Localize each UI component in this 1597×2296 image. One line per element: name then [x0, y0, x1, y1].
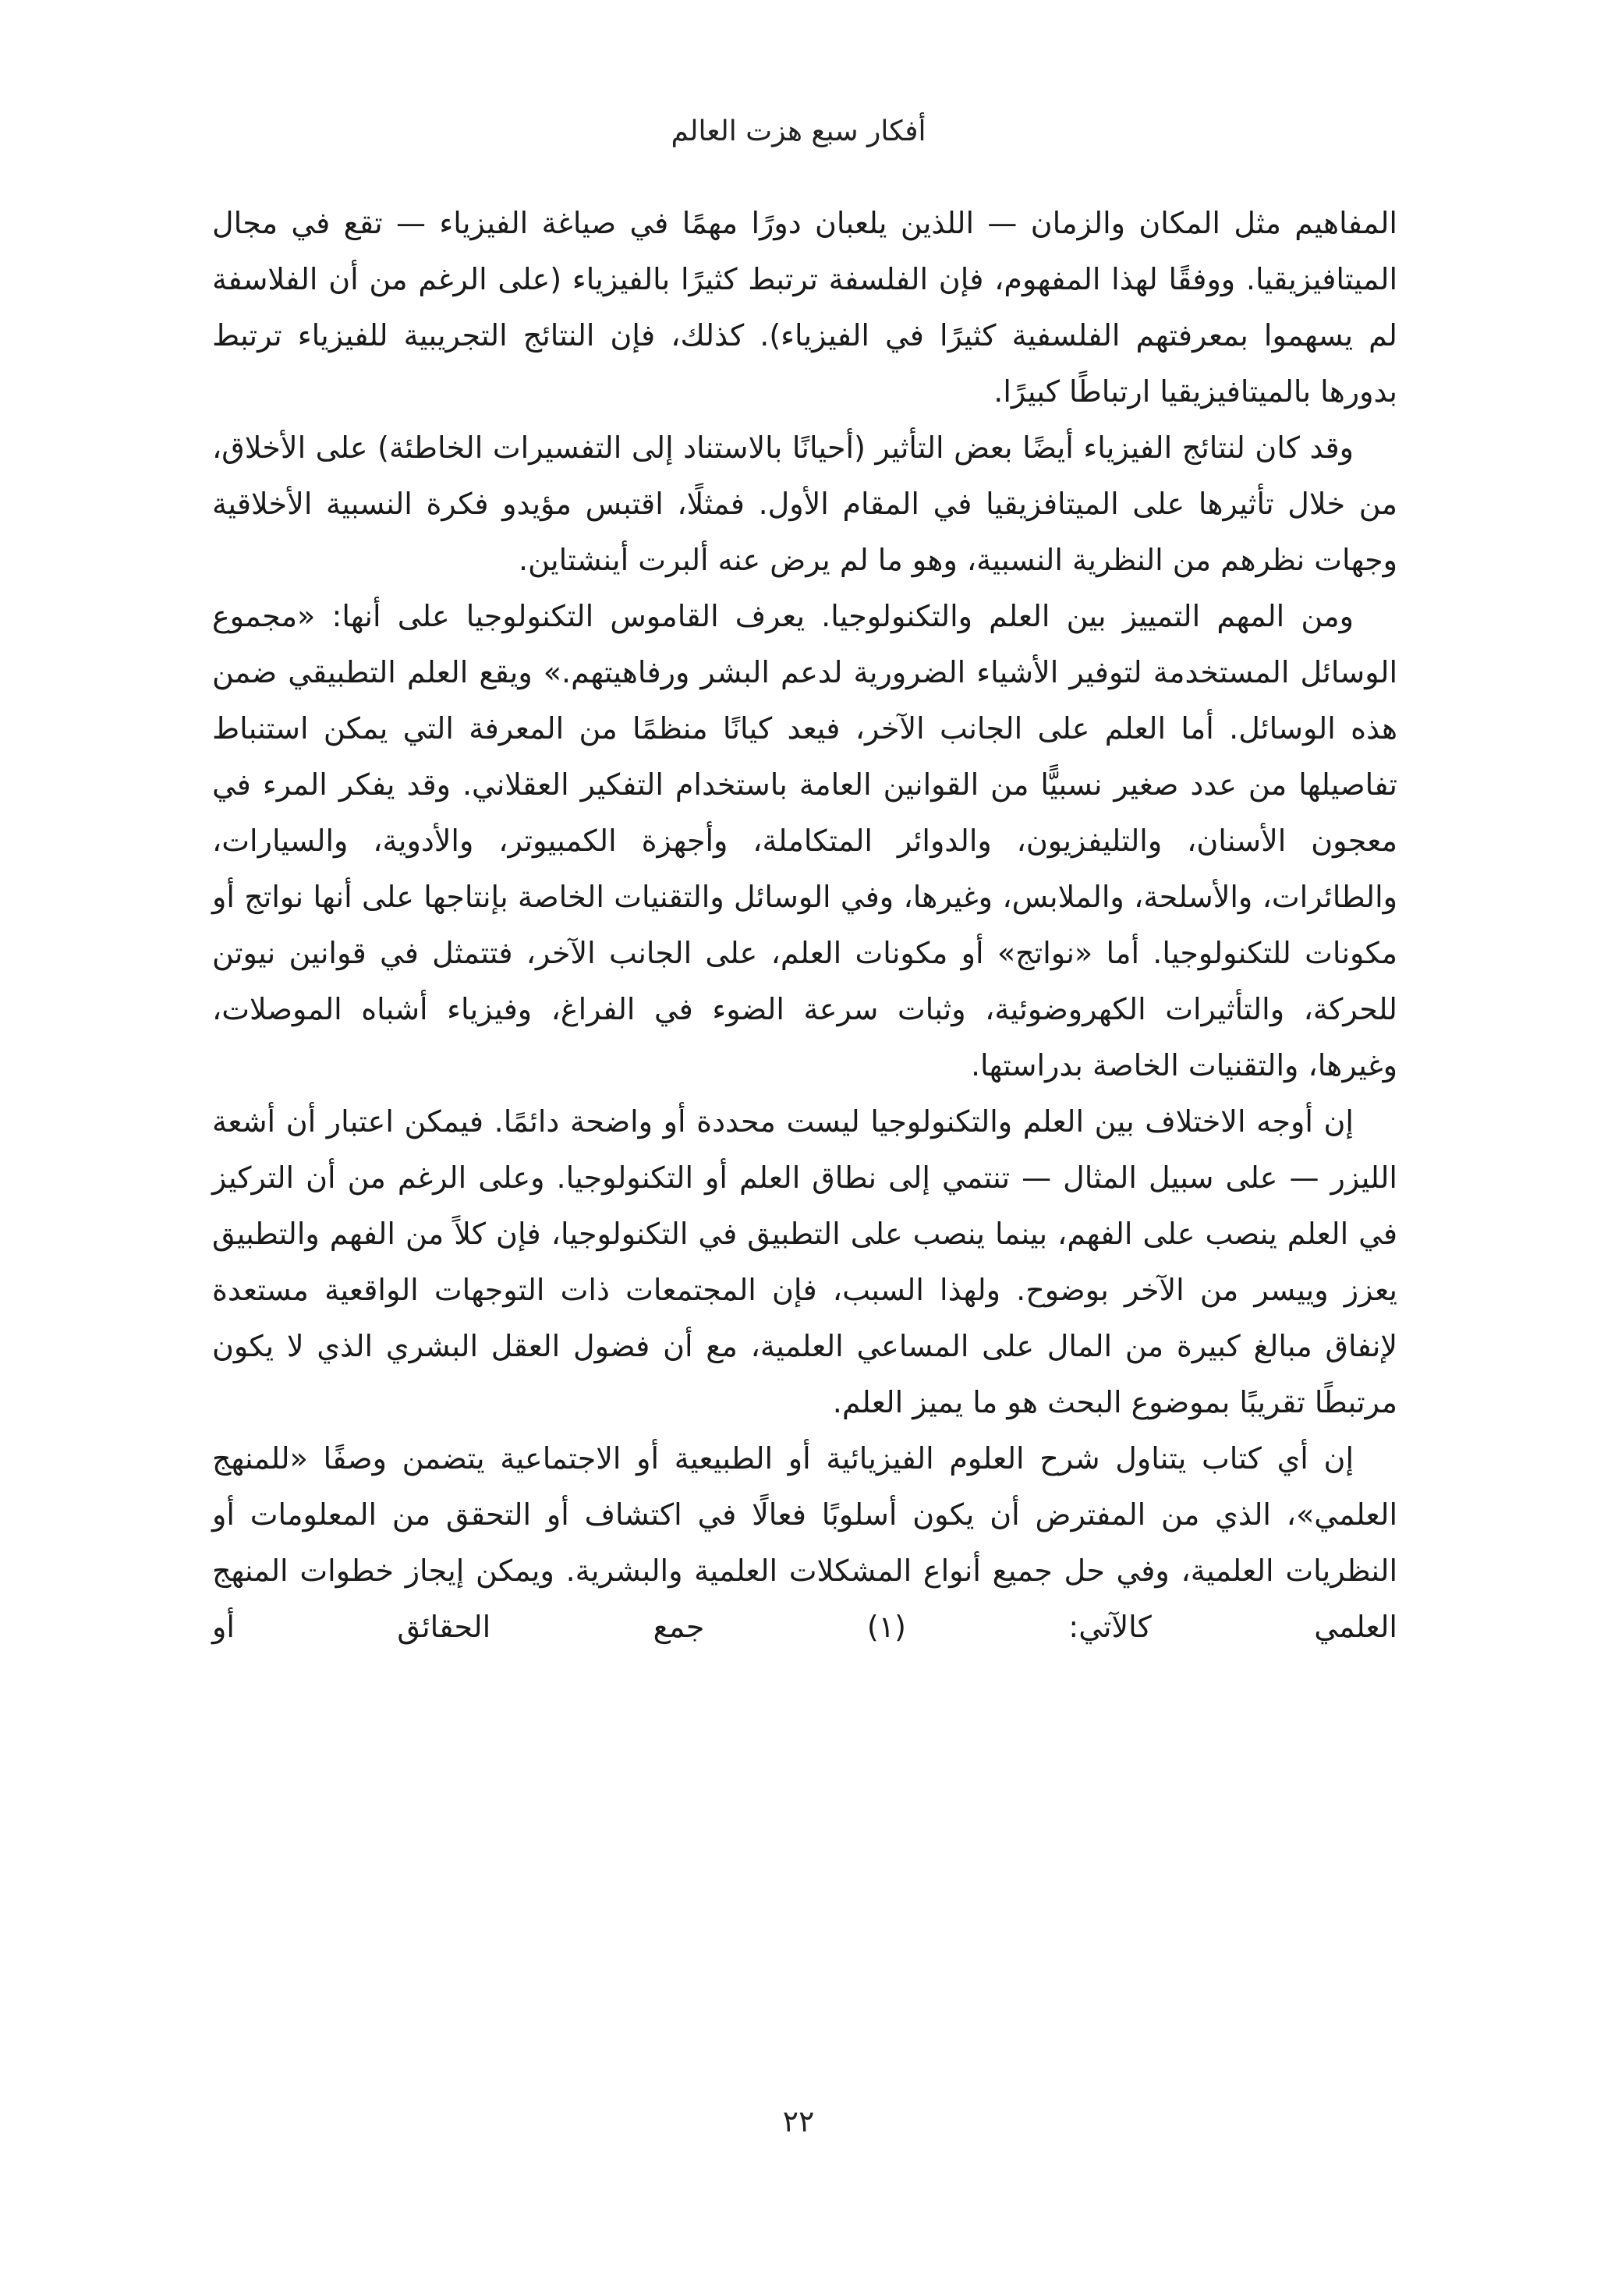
paragraph-3: ومن المهم التمييز بين العلم والتكنولوجيا. يعرف القاموس التكنولوجيا على أنها: «مجموع الوسائل المستخدمة لتوفير الأشياء الضرورية لدعم البشر ورفاهيتهم.» ويقع العلم التطبيقي ضمن هذه الوسائل. أما العلم على الجانب الآخر، فيعد كيانًا منظمًا من المعرفة التي يمكن استنباط تفاصيلها من عدد صغير نسبيًّا من القوانين العامة باستخدام التفكير العقلاني. وقد يفكر المرء في معجون الأسنان، والتليفزيون، والدوائر المتكاملة، وأجهزة الكمبيوتر، والأدوية، والسيارات، والطائرات، والأسلحة، والملابس، وغيرها، وفي الوسائل والتقنيات الخاصة بإنتاجها على أنها نواتج أو مكونات للتكنولوجيا. أما «نواتج» أو مكونات العلم، على الجانب الآخر، فتتمثل في قوانين نيوتن للحركة، والتأثيرات الكهروضوئية، وثبات سرعة الضوء في الفراغ، وفيزياء أشباه الموصلات، وغيرها، والتقنيات الخاصة بدراستها.	[212, 599, 1397, 1082]
running-header-title: أفكار سبع هزت العالم	[671, 115, 926, 147]
page-number: ٢٢	[782, 2104, 815, 2138]
paragraph-2: وقد كان لنتائج الفيزياء أيضًا بعض التأثير (أحيانًا بالاستناد إلى التفسيرات الخاطئة) على الأخلاق، من خلال تأثيرها على الميتافزيقيا في المقام الأول. فمثلًا، اقتبس مؤيدو فكرة النسبية الأخلاقية وجهات نظرهم من النظرية النسبية، وهو ما لم يرض عنه ألبرت أينشتاين.	[212, 430, 1397, 577]
body-text	[212, 195, 1397, 1655]
paragraph-4: إن أوجه الاختلاف بين العلم والتكنولوجيا ليست محددة أو واضحة دائمًا. فيمكن اعتبار أن أشعة الليزر — على سبيل المثال — تنتمي إلى نطاق العلم أو التكنولوجيا. وعلى الرغم من أن التركيز في العلم ينصب على الفهم، بينما ينصب على التطبيق في التكنولوجيا، فإن كلاً من الفهم والتطبيق يعزز وييسر من الآخر بوضوح. ولهذا السبب، فإن المجتمعات ذات التوجهات الواقعية مستعدة لإنفاق مبالغ كبيرة من المال على المساعي العلمية، مع أن فضول العقل البشري الذي لا يكون مرتبطًا تقريبًا بموضوع البحث هو ما يميز العلم.	[212, 1104, 1397, 1419]
paragraph-1: المفاهيم مثل المكان والزمان — اللذين يلعبان دورًا مهمًا في صياغة الفيزياء — تقع في مجال الميتافيزيقيا. ووفقًا لهذا المفهوم، فإن الفلسفة ترتبط كثيرًا بالفيزياء (على الرغم من أن الفلاسفة لم يسهموا بمعرفتهم الفلسفية كثيرًا في الفيزياء). كذلك، فإن النتائج التجريبية للفيزياء ترتبط بدورها بالميتافيزيقيا ارتباطًا كبيرًا.	[212, 206, 1397, 409]
paragraph-5: إن أي كتاب يتناول شرح العلوم الفيزيائية أو الطبيعية أو الاجتماعية يتضمن وصفًا «للمنهج العلمي»، الذي من المفترض أن يكون أسلوبًا فعالًا في اكتشاف أو التحقق من المعلومات أو النظريات العلمية، وفي حل جميع أنواع المشكلات العلمية والبشرية. ويمكن إيجاز خطوات المنهج العلمي كالآتي: (١) جمع الحقائق أو	[212, 1441, 1397, 1644]
